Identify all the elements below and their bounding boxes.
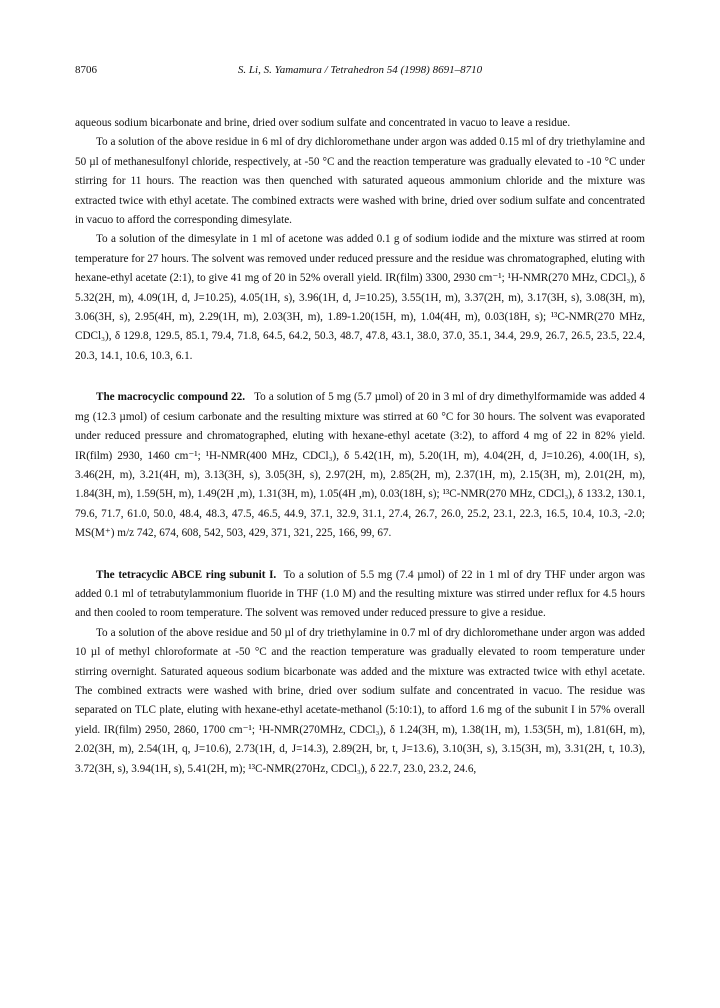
section-paragraph: [75, 388, 645, 543]
page-header: [75, 64, 645, 80]
page-number: 8706: [75, 64, 97, 76]
paragraph: To a solution of the above residue in 6 ml of dry dichloromethane under argon was added 0.15 ml of dry triethylamine and 50 µl of methanesulfonyl chloride, respectively, at -50 °C and the reaction temperature was gradually elevated to -10 °C under stirring for 11 hours. The reaction was then quenched with saturated aqueous ammonium chloride and the mixture was extracted twice with ethyl acetate. The combined extracts were washed with brine, dried over sodium sulfate and concentrated in vacuo to afford the corresponding dimesylate.: [75, 136, 645, 227]
section-heading: The macrocyclic compound 22.: [96, 391, 245, 404]
article-body: [75, 114, 645, 779]
paragraph: aqueous sodium bicarbonate and brine, dried over sodium sulfate and concentrated in vacuo to leave a residue.: [75, 117, 571, 129]
section-paragraph: [75, 566, 645, 624]
paragraph-text: To a solution of 5 mg (5.7 µmol) of 20 in 3 ml of dry dimethylformamide was added 4 mg (12.3 µmol) of cesium carbonate and the resulting mixture was stirred at 60 °C for 30 hours. The solvent was evaporated under reduced pressure and chromatographed, eluting with hexane-ethyl acetate (3:2), to afford 4 mg of 22 in 82% yield. IR(film) 2930, 1460 cm⁻¹; ¹H-NMR(400 MHz, CDCl₃), δ 5.42(1H, m), 5.20(1H, m), 4.04(2H, d, J=10.26), 4.00(1H, s), 3.46(2H, m), 3.21(4H, m), 3.13(3H, s), 3.05(3H, s), 2.97(2H, m), 2.85(2H, m), 2.37(1H, m), 2.15(3H, m), 2.01(2H, m), 1.84(3H, m), 1.59(5H, m), 1.49(2H ,m), 1.31(3H, m), 1.05(4H ,m), 0.03(18H, s); ¹³C-NMR(270 MHz, CDCl₃), δ 133.2, 130.1, 79.6, 71.7, 61.0, 50.0, 48.4, 48.3, 47.5, 46.5, 44.9, 37.1, 32.9, 31.1, 27.4, 26.7, 26.0, 25.2, 23.1, 22.3, 16.5, 10.4, 10.3, -2.0; MS(M⁺) m/z 742, 674, 608, 542, 503, 429, 371, 321, 225, 166, 99, 67.: [75, 391, 645, 540]
section-heading: The tetracyclic ABCE ring subunit I.: [96, 568, 277, 581]
paragraph: To a solution of the above residue and 50 µl of dry triethylamine in 0.7 ml of dry dichloromethane under argon was added 10 µl of methyl chloroformate at -50 °C and the reaction temperature was gradually elevated to room temperature under stirring overnight. Saturated aqueous sodium bicarbonate was added and the mixture was extracted twice with ethyl acetate. The combined extracts were washed with brine, dried over sodium sulfate and concentrated in vacuo. The residue was separated on TLC plate, eluting with hexane-ethyl acetate-methanol (5:10:1), to afford 1.6 mg of the subunit I in 57% overall yield. IR(film) 2950, 2860, 1700 cm⁻¹; ¹H-NMR(270MHz, CDCl₃), δ 1.24(3H, m), 1.38(1H, m), 1.53(5H, m), 1.81(6H, m), 2.02(3H, m), 2.54(1H, q, J=10.6), 2.73(1H, d, J=14.3), 2.89(2H, br, t, J=13.6), 3.10(3H, s), 3.15(3H, m), 3.31(2H, t, 10.3), 3.72(3H, s), 3.94(1H, s), 5.41(2H, m); ¹³C-NMR(270Hz, CDCl₃), δ 22.7, 23.0, 23.2, 24.6,: [75, 626, 645, 775]
running-head: S. Li, S. Yamamura / Tetrahedron 54 (1998) 8691–8710: [237, 64, 483, 76]
paragraph-text: To a solution of 5.5 mg (7.4 µmol) of 22 in 1 ml of dry THF under argon was added 0.1 ml of tetrabutylammonium fluoride in THF (1.0 M) and the resulting mixture was stirred under reflux for 4.5 hours and then cooled to room temperature. The solvent was removed under reduced pressure to give a residue.: [75, 568, 646, 620]
paragraph: To a solution of the dimesylate in 1 ml of acetone was added 0.1 g of sodium iodide and the mixture was stirred at room temperature for 27 hours. The solvent was removed under reduced pressure and the residue was chromatographed, eluting with hexane-ethyl acetate (2:1), to give 41 mg of 20 in 52% overall yield. IR(film) 3300, 2930 cm⁻¹; ¹H-NMR(270 MHz, CDCl₃), δ 5.32(2H, m), 4.09(1H, d, J=10.25), 4.05(1H, s), 3.96(1H, d, J=10.25), 3.55(1H, m), 3.37(2H, m), 3.17(3H, s), 3.08(3H, m), 3.06(3H, s), 2.95(4H, m), 2.29(1H, m), 2.03(3H, m), 1.89-1.20(15H, m), 1.04(4H, m), 0.03(18H, s); ¹³C-NMR(270 MHz, CDCl₃), δ 129.8, 129.5, 85.1, 79.4, 71.8, 64.5, 64.2, 50.3, 48.7, 47.8, 43.1, 38.0, 37.0, 35.1, 34.4, 29.9, 26.7, 26.5, 23.5, 22.4, 20.3, 14.1, 10.6, 10.3, 6.1.: [75, 233, 645, 362]
